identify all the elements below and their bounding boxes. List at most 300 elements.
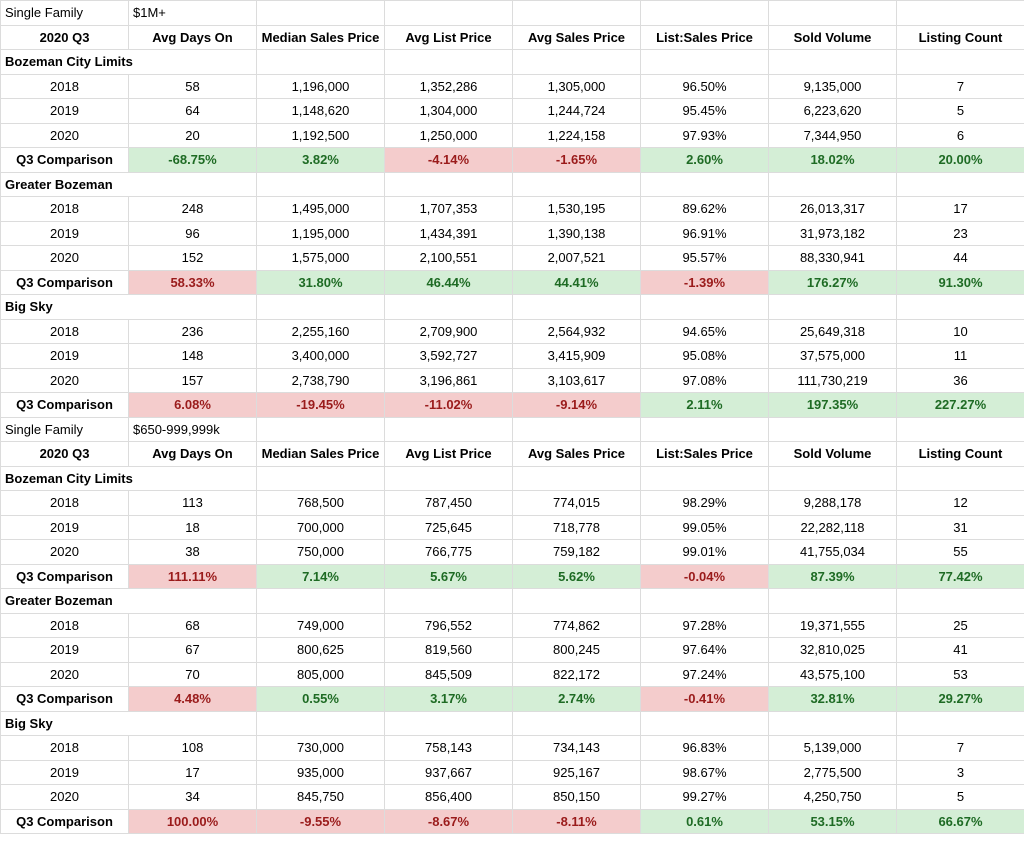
data-cell[interactable]: 2,007,521: [513, 246, 641, 271]
data-cell[interactable]: 7,344,950: [769, 123, 897, 148]
data-cell[interactable]: 730,000: [257, 736, 385, 761]
data-cell[interactable]: 96.91%: [641, 221, 769, 246]
data-cell[interactable]: 58: [129, 74, 257, 99]
region-row: [1, 172, 1024, 197]
data-cell[interactable]: 111,730,219: [769, 368, 897, 393]
empty-cell[interactable]: [641, 1, 769, 26]
region-label[interactable]: Big Sky: [1, 295, 257, 320]
data-cell[interactable]: 70: [129, 662, 257, 687]
empty-cell[interactable]: [769, 172, 897, 197]
comparison-label[interactable]: Q3 Comparison: [1, 687, 129, 712]
column-header[interactable]: Avg Sales Price: [513, 442, 641, 467]
empty-cell[interactable]: [257, 466, 385, 491]
data-cell[interactable]: 10: [897, 319, 1024, 344]
data-cell[interactable]: 148: [129, 344, 257, 369]
comparison-cell-positive[interactable]: 7.14%: [257, 564, 385, 589]
comparison-cell-positive[interactable]: -68.75%: [129, 148, 257, 173]
comparison-label[interactable]: Q3 Comparison: [1, 393, 129, 418]
column-header[interactable]: Listing Count: [897, 25, 1024, 50]
comparison-label[interactable]: Q3 Comparison: [1, 270, 129, 295]
data-cell[interactable]: 99.01%: [641, 540, 769, 565]
year-cell[interactable]: 2019: [1, 638, 129, 663]
data-cell[interactable]: 800,245: [513, 638, 641, 663]
empty-cell[interactable]: [641, 295, 769, 320]
data-cell[interactable]: 856,400: [385, 785, 513, 810]
region-label[interactable]: Bozeman City Limits: [1, 50, 257, 75]
data-cell[interactable]: 1,495,000: [257, 197, 385, 222]
empty-cell[interactable]: [257, 172, 385, 197]
data-cell[interactable]: 89.62%: [641, 197, 769, 222]
comparison-cell-positive[interactable]: 32.81%: [769, 687, 897, 712]
data-cell[interactable]: 718,778: [513, 515, 641, 540]
column-header[interactable]: Avg List Price: [385, 25, 513, 50]
comparison-row: [1, 148, 1024, 173]
data-cell[interactable]: 97.24%: [641, 662, 769, 687]
data-cell[interactable]: 37,575,000: [769, 344, 897, 369]
data-cell[interactable]: 7: [897, 736, 1024, 761]
comparison-cell-positive[interactable]: 53.15%: [769, 809, 897, 834]
data-cell[interactable]: 7: [897, 74, 1024, 99]
empty-cell[interactable]: [257, 1, 385, 26]
comparison-cell-positive[interactable]: 44.41%: [513, 270, 641, 295]
data-cell[interactable]: 96: [129, 221, 257, 246]
data-cell[interactable]: 3,103,617: [513, 368, 641, 393]
data-cell[interactable]: 2,709,900: [385, 319, 513, 344]
empty-cell[interactable]: [897, 172, 1024, 197]
empty-cell[interactable]: [769, 711, 897, 736]
empty-cell[interactable]: [513, 50, 641, 75]
data-cell[interactable]: 113: [129, 491, 257, 516]
data-cell[interactable]: 3,592,727: [385, 344, 513, 369]
column-header[interactable]: Avg Days On: [129, 442, 257, 467]
column-header[interactable]: Sold Volume: [769, 442, 897, 467]
data-cell[interactable]: 248: [129, 197, 257, 222]
column-header[interactable]: Median Sales Price: [257, 25, 385, 50]
data-cell[interactable]: 41: [897, 638, 1024, 663]
empty-cell[interactable]: [641, 711, 769, 736]
data-cell[interactable]: 17: [897, 197, 1024, 222]
empty-cell[interactable]: [641, 589, 769, 614]
empty-cell[interactable]: [385, 466, 513, 491]
comparison-cell-positive[interactable]: 2.74%: [513, 687, 641, 712]
empty-cell[interactable]: [513, 466, 641, 491]
data-cell[interactable]: 32,810,025: [769, 638, 897, 663]
data-cell[interactable]: 68: [129, 613, 257, 638]
table-row: [1, 74, 1024, 99]
comparison-cell-positive[interactable]: 20.00%: [897, 148, 1024, 173]
data-cell[interactable]: 31,973,182: [769, 221, 897, 246]
comparison-cell-positive[interactable]: 29.27%: [897, 687, 1024, 712]
data-cell[interactable]: 1,434,391: [385, 221, 513, 246]
comparison-cell-positive[interactable]: 31.80%: [257, 270, 385, 295]
comparison-label[interactable]: Q3 Comparison: [1, 148, 129, 173]
data-cell[interactable]: 96.50%: [641, 74, 769, 99]
data-cell[interactable]: 6: [897, 123, 1024, 148]
data-cell[interactable]: 44: [897, 246, 1024, 271]
year-cell[interactable]: 2020: [1, 662, 129, 687]
data-cell[interactable]: 96.83%: [641, 736, 769, 761]
table-row: [1, 319, 1024, 344]
data-cell[interactable]: 937,667: [385, 760, 513, 785]
empty-cell[interactable]: [385, 1, 513, 26]
data-cell[interactable]: 5: [897, 99, 1024, 124]
year-cell[interactable]: 2020: [1, 246, 129, 271]
data-cell[interactable]: 67: [129, 638, 257, 663]
year-cell[interactable]: 2018: [1, 319, 129, 344]
data-cell[interactable]: 5,139,000: [769, 736, 897, 761]
empty-cell[interactable]: [257, 589, 385, 614]
comparison-cell-positive[interactable]: 2.60%: [641, 148, 769, 173]
data-cell[interactable]: 2,564,932: [513, 319, 641, 344]
comparison-cell-negative[interactable]: 6.08%: [129, 393, 257, 418]
empty-cell[interactable]: [897, 50, 1024, 75]
region-label[interactable]: Bozeman City Limits: [1, 466, 257, 491]
year-cell[interactable]: 2019: [1, 221, 129, 246]
data-cell[interactable]: 1,305,000: [513, 74, 641, 99]
table-row: [1, 760, 1024, 785]
table-row: [1, 368, 1024, 393]
data-cell[interactable]: 108: [129, 736, 257, 761]
data-cell[interactable]: 1,224,158: [513, 123, 641, 148]
column-header-row: [1, 442, 1024, 467]
data-cell[interactable]: 822,172: [513, 662, 641, 687]
data-cell[interactable]: 1,530,195: [513, 197, 641, 222]
table-row: [1, 515, 1024, 540]
table-row: [1, 638, 1024, 663]
data-cell[interactable]: 20: [129, 123, 257, 148]
empty-cell[interactable]: [897, 466, 1024, 491]
table-row: [1, 123, 1024, 148]
year-cell[interactable]: 2020: [1, 123, 129, 148]
comparison-row: [1, 564, 1024, 589]
data-cell[interactable]: 1,390,138: [513, 221, 641, 246]
data-cell[interactable]: 850,150: [513, 785, 641, 810]
data-cell[interactable]: 925,167: [513, 760, 641, 785]
data-cell[interactable]: 98.67%: [641, 760, 769, 785]
comparison-row: [1, 687, 1024, 712]
empty-cell[interactable]: [257, 711, 385, 736]
comparison-label[interactable]: Q3 Comparison: [1, 809, 129, 834]
data-cell[interactable]: 845,509: [385, 662, 513, 687]
data-cell[interactable]: 99.27%: [641, 785, 769, 810]
comparison-cell-positive[interactable]: 66.67%: [897, 809, 1024, 834]
data-cell[interactable]: 95.08%: [641, 344, 769, 369]
data-cell[interactable]: 17: [129, 760, 257, 785]
empty-cell[interactable]: [641, 417, 769, 442]
data-cell[interactable]: 95.57%: [641, 246, 769, 271]
data-cell[interactable]: 97.08%: [641, 368, 769, 393]
empty-cell[interactable]: [385, 417, 513, 442]
empty-cell[interactable]: [257, 295, 385, 320]
data-cell[interactable]: 236: [129, 319, 257, 344]
data-cell[interactable]: 9,135,000: [769, 74, 897, 99]
data-cell[interactable]: 725,645: [385, 515, 513, 540]
empty-cell[interactable]: [641, 172, 769, 197]
comparison-cell-positive[interactable]: 87.39%: [769, 564, 897, 589]
comparison-cell-negative[interactable]: -0.41%: [641, 687, 769, 712]
empty-cell[interactable]: [385, 50, 513, 75]
data-cell[interactable]: 1,304,000: [385, 99, 513, 124]
empty-cell[interactable]: [897, 1, 1024, 26]
data-cell[interactable]: 1,192,500: [257, 123, 385, 148]
year-cell[interactable]: 2018: [1, 74, 129, 99]
empty-cell[interactable]: [513, 1, 641, 26]
comparison-cell-negative[interactable]: -1.39%: [641, 270, 769, 295]
comparison-cell-positive[interactable]: 3.82%: [257, 148, 385, 173]
data-cell[interactable]: 768,500: [257, 491, 385, 516]
region-label[interactable]: Greater Bozeman: [1, 589, 257, 614]
data-cell[interactable]: 774,862: [513, 613, 641, 638]
data-cell[interactable]: 55: [897, 540, 1024, 565]
comparison-cell-negative[interactable]: 111.11%: [129, 564, 257, 589]
data-cell[interactable]: 1,707,353: [385, 197, 513, 222]
empty-cell[interactable]: [257, 50, 385, 75]
year-cell[interactable]: 2019: [1, 760, 129, 785]
table-row: [1, 221, 1024, 246]
empty-cell[interactable]: [897, 417, 1024, 442]
data-cell[interactable]: 34: [129, 785, 257, 810]
year-cell[interactable]: 2019: [1, 515, 129, 540]
column-header[interactable]: Avg Sales Price: [513, 25, 641, 50]
data-cell[interactable]: 1,195,000: [257, 221, 385, 246]
data-cell[interactable]: 935,000: [257, 760, 385, 785]
comparison-cell-positive[interactable]: 0.55%: [257, 687, 385, 712]
data-cell[interactable]: 1,196,000: [257, 74, 385, 99]
data-cell[interactable]: 3,415,909: [513, 344, 641, 369]
data-cell[interactable]: 734,143: [513, 736, 641, 761]
comparison-cell-positive[interactable]: 91.30%: [897, 270, 1024, 295]
data-cell[interactable]: 759,182: [513, 540, 641, 565]
comparison-cell-negative[interactable]: -19.45%: [257, 393, 385, 418]
table-row: [1, 197, 1024, 222]
data-cell[interactable]: 36: [897, 368, 1024, 393]
region-row: [1, 295, 1024, 320]
data-cell[interactable]: 774,015: [513, 491, 641, 516]
empty-cell[interactable]: [513, 589, 641, 614]
data-cell[interactable]: 3,400,000: [257, 344, 385, 369]
region-row: [1, 589, 1024, 614]
section-type-label[interactable]: Single Family: [1, 1, 129, 26]
data-cell[interactable]: 5: [897, 785, 1024, 810]
empty-cell[interactable]: [769, 589, 897, 614]
empty-cell[interactable]: [769, 295, 897, 320]
comparison-cell-negative[interactable]: -0.04%: [641, 564, 769, 589]
data-cell[interactable]: 99.05%: [641, 515, 769, 540]
table-row: [1, 785, 1024, 810]
year-cell[interactable]: 2018: [1, 736, 129, 761]
data-cell[interactable]: 1,575,000: [257, 246, 385, 271]
empty-cell[interactable]: [513, 417, 641, 442]
data-cell[interactable]: 22,282,118: [769, 515, 897, 540]
data-cell[interactable]: 1,352,286: [385, 74, 513, 99]
year-cell[interactable]: 2020: [1, 785, 129, 810]
column-header[interactable]: 2020 Q3: [1, 442, 129, 467]
year-cell[interactable]: 2020: [1, 368, 129, 393]
data-cell[interactable]: 6,223,620: [769, 99, 897, 124]
spreadsheet-body: [1, 1, 1024, 834]
data-cell[interactable]: 9,288,178: [769, 491, 897, 516]
data-cell[interactable]: 3,196,861: [385, 368, 513, 393]
section-type-label[interactable]: Single Family: [1, 417, 129, 442]
empty-cell[interactable]: [641, 50, 769, 75]
data-cell[interactable]: 1,244,724: [513, 99, 641, 124]
data-cell[interactable]: 766,775: [385, 540, 513, 565]
data-cell[interactable]: 97.28%: [641, 613, 769, 638]
data-cell[interactable]: 31: [897, 515, 1024, 540]
empty-cell[interactable]: [769, 466, 897, 491]
data-cell[interactable]: 98.29%: [641, 491, 769, 516]
table-row: [1, 491, 1024, 516]
data-cell[interactable]: 41,755,034: [769, 540, 897, 565]
empty-cell[interactable]: [513, 172, 641, 197]
section-price-range[interactable]: $1M+: [129, 1, 257, 26]
empty-cell[interactable]: [513, 711, 641, 736]
data-cell[interactable]: 2,255,160: [257, 319, 385, 344]
data-cell[interactable]: 2,738,790: [257, 368, 385, 393]
data-cell[interactable]: 845,750: [257, 785, 385, 810]
year-cell[interactable]: 2019: [1, 344, 129, 369]
data-cell[interactable]: 758,143: [385, 736, 513, 761]
data-cell[interactable]: 12: [897, 491, 1024, 516]
data-cell[interactable]: 819,560: [385, 638, 513, 663]
data-cell[interactable]: 19,371,555: [769, 613, 897, 638]
data-cell[interactable]: 88,330,941: [769, 246, 897, 271]
table-row: [1, 662, 1024, 687]
comparison-cell-positive[interactable]: 176.27%: [769, 270, 897, 295]
data-cell[interactable]: 23: [897, 221, 1024, 246]
section-price-range[interactable]: $650-999,999k: [129, 417, 257, 442]
comparison-cell-positive[interactable]: 3.17%: [385, 687, 513, 712]
table-row: [1, 99, 1024, 124]
comparison-cell-positive[interactable]: 197.35%: [769, 393, 897, 418]
comparison-cell-negative[interactable]: -4.14%: [385, 148, 513, 173]
data-cell[interactable]: 43,575,100: [769, 662, 897, 687]
data-cell[interactable]: 26,013,317: [769, 197, 897, 222]
table-row: [1, 540, 1024, 565]
data-cell[interactable]: 53: [897, 662, 1024, 687]
comparison-cell-negative[interactable]: -8.11%: [513, 809, 641, 834]
comparison-cell-positive[interactable]: 77.42%: [897, 564, 1024, 589]
comparison-cell-negative[interactable]: -9.14%: [513, 393, 641, 418]
column-header[interactable]: Avg List Price: [385, 442, 513, 467]
comparison-cell-negative[interactable]: 58.33%: [129, 270, 257, 295]
year-cell[interactable]: 2018: [1, 197, 129, 222]
data-cell[interactable]: 3: [897, 760, 1024, 785]
empty-cell[interactable]: [385, 589, 513, 614]
empty-cell[interactable]: [769, 1, 897, 26]
data-cell[interactable]: 749,000: [257, 613, 385, 638]
comparison-cell-negative[interactable]: 100.00%: [129, 809, 257, 834]
year-cell[interactable]: 2020: [1, 540, 129, 565]
comparison-cell-negative[interactable]: -11.02%: [385, 393, 513, 418]
data-cell[interactable]: 18: [129, 515, 257, 540]
data-cell[interactable]: 11: [897, 344, 1024, 369]
comparison-cell-positive[interactable]: 18.02%: [769, 148, 897, 173]
empty-cell[interactable]: [897, 295, 1024, 320]
empty-cell[interactable]: [385, 295, 513, 320]
empty-cell[interactable]: [897, 589, 1024, 614]
region-row: [1, 711, 1024, 736]
comparison-cell-positive[interactable]: 227.27%: [897, 393, 1024, 418]
data-cell[interactable]: 25: [897, 613, 1024, 638]
column-header[interactable]: Avg Days On: [129, 25, 257, 50]
year-cell[interactable]: 2019: [1, 99, 129, 124]
data-cell[interactable]: 805,000: [257, 662, 385, 687]
column-header[interactable]: 2020 Q3: [1, 25, 129, 50]
data-cell[interactable]: 25,649,318: [769, 319, 897, 344]
data-cell[interactable]: 97.93%: [641, 123, 769, 148]
table-row: [1, 613, 1024, 638]
comparison-cell-negative[interactable]: -1.65%: [513, 148, 641, 173]
year-cell[interactable]: 2018: [1, 491, 129, 516]
table-row: [1, 736, 1024, 761]
empty-cell[interactable]: [513, 295, 641, 320]
comparison-row: [1, 809, 1024, 834]
comparison-cell-positive[interactable]: 2.11%: [641, 393, 769, 418]
empty-cell[interactable]: [385, 711, 513, 736]
section-title-row: [1, 1, 1024, 26]
data-cell[interactable]: 787,450: [385, 491, 513, 516]
empty-cell[interactable]: [641, 466, 769, 491]
column-header[interactable]: Sold Volume: [769, 25, 897, 50]
data-cell[interactable]: 800,625: [257, 638, 385, 663]
comparison-cell-positive[interactable]: 5.62%: [513, 564, 641, 589]
comparison-cell-positive[interactable]: 46.44%: [385, 270, 513, 295]
data-cell[interactable]: 94.65%: [641, 319, 769, 344]
region-row: [1, 466, 1024, 491]
data-cell[interactable]: 97.64%: [641, 638, 769, 663]
comparison-label[interactable]: Q3 Comparison: [1, 564, 129, 589]
empty-cell[interactable]: [897, 711, 1024, 736]
data-cell[interactable]: 700,000: [257, 515, 385, 540]
data-cell[interactable]: 1,250,000: [385, 123, 513, 148]
column-header[interactable]: List:Sales Price: [641, 442, 769, 467]
comparison-cell-positive[interactable]: 5.67%: [385, 564, 513, 589]
empty-cell[interactable]: [385, 172, 513, 197]
column-header[interactable]: Listing Count: [897, 442, 1024, 467]
table-row: [1, 344, 1024, 369]
region-label[interactable]: Big Sky: [1, 711, 257, 736]
column-header[interactable]: List:Sales Price: [641, 25, 769, 50]
section-title-row: [1, 417, 1024, 442]
data-cell[interactable]: 4,250,750: [769, 785, 897, 810]
data-cell[interactable]: 152: [129, 246, 257, 271]
comparison-cell-negative[interactable]: -9.55%: [257, 809, 385, 834]
comparison-cell-negative[interactable]: 4.48%: [129, 687, 257, 712]
data-cell[interactable]: 38: [129, 540, 257, 565]
year-cell[interactable]: 2018: [1, 613, 129, 638]
data-cell[interactable]: 750,000: [257, 540, 385, 565]
empty-cell[interactable]: [769, 417, 897, 442]
data-cell[interactable]: 95.45%: [641, 99, 769, 124]
data-cell[interactable]: 157: [129, 368, 257, 393]
comparison-cell-negative[interactable]: -8.67%: [385, 809, 513, 834]
empty-cell[interactable]: [257, 417, 385, 442]
comparison-row: [1, 270, 1024, 295]
comparison-cell-positive[interactable]: 0.61%: [641, 809, 769, 834]
data-cell[interactable]: 2,775,500: [769, 760, 897, 785]
table-row: [1, 246, 1024, 271]
column-header[interactable]: Median Sales Price: [257, 442, 385, 467]
region-row: [1, 50, 1024, 75]
data-cell[interactable]: 796,552: [385, 613, 513, 638]
data-cell[interactable]: 64: [129, 99, 257, 124]
empty-cell[interactable]: [769, 50, 897, 75]
data-cell[interactable]: 2,100,551: [385, 246, 513, 271]
comparison-row: [1, 393, 1024, 418]
region-label[interactable]: Greater Bozeman: [1, 172, 257, 197]
data-cell[interactable]: 1,148,620: [257, 99, 385, 124]
